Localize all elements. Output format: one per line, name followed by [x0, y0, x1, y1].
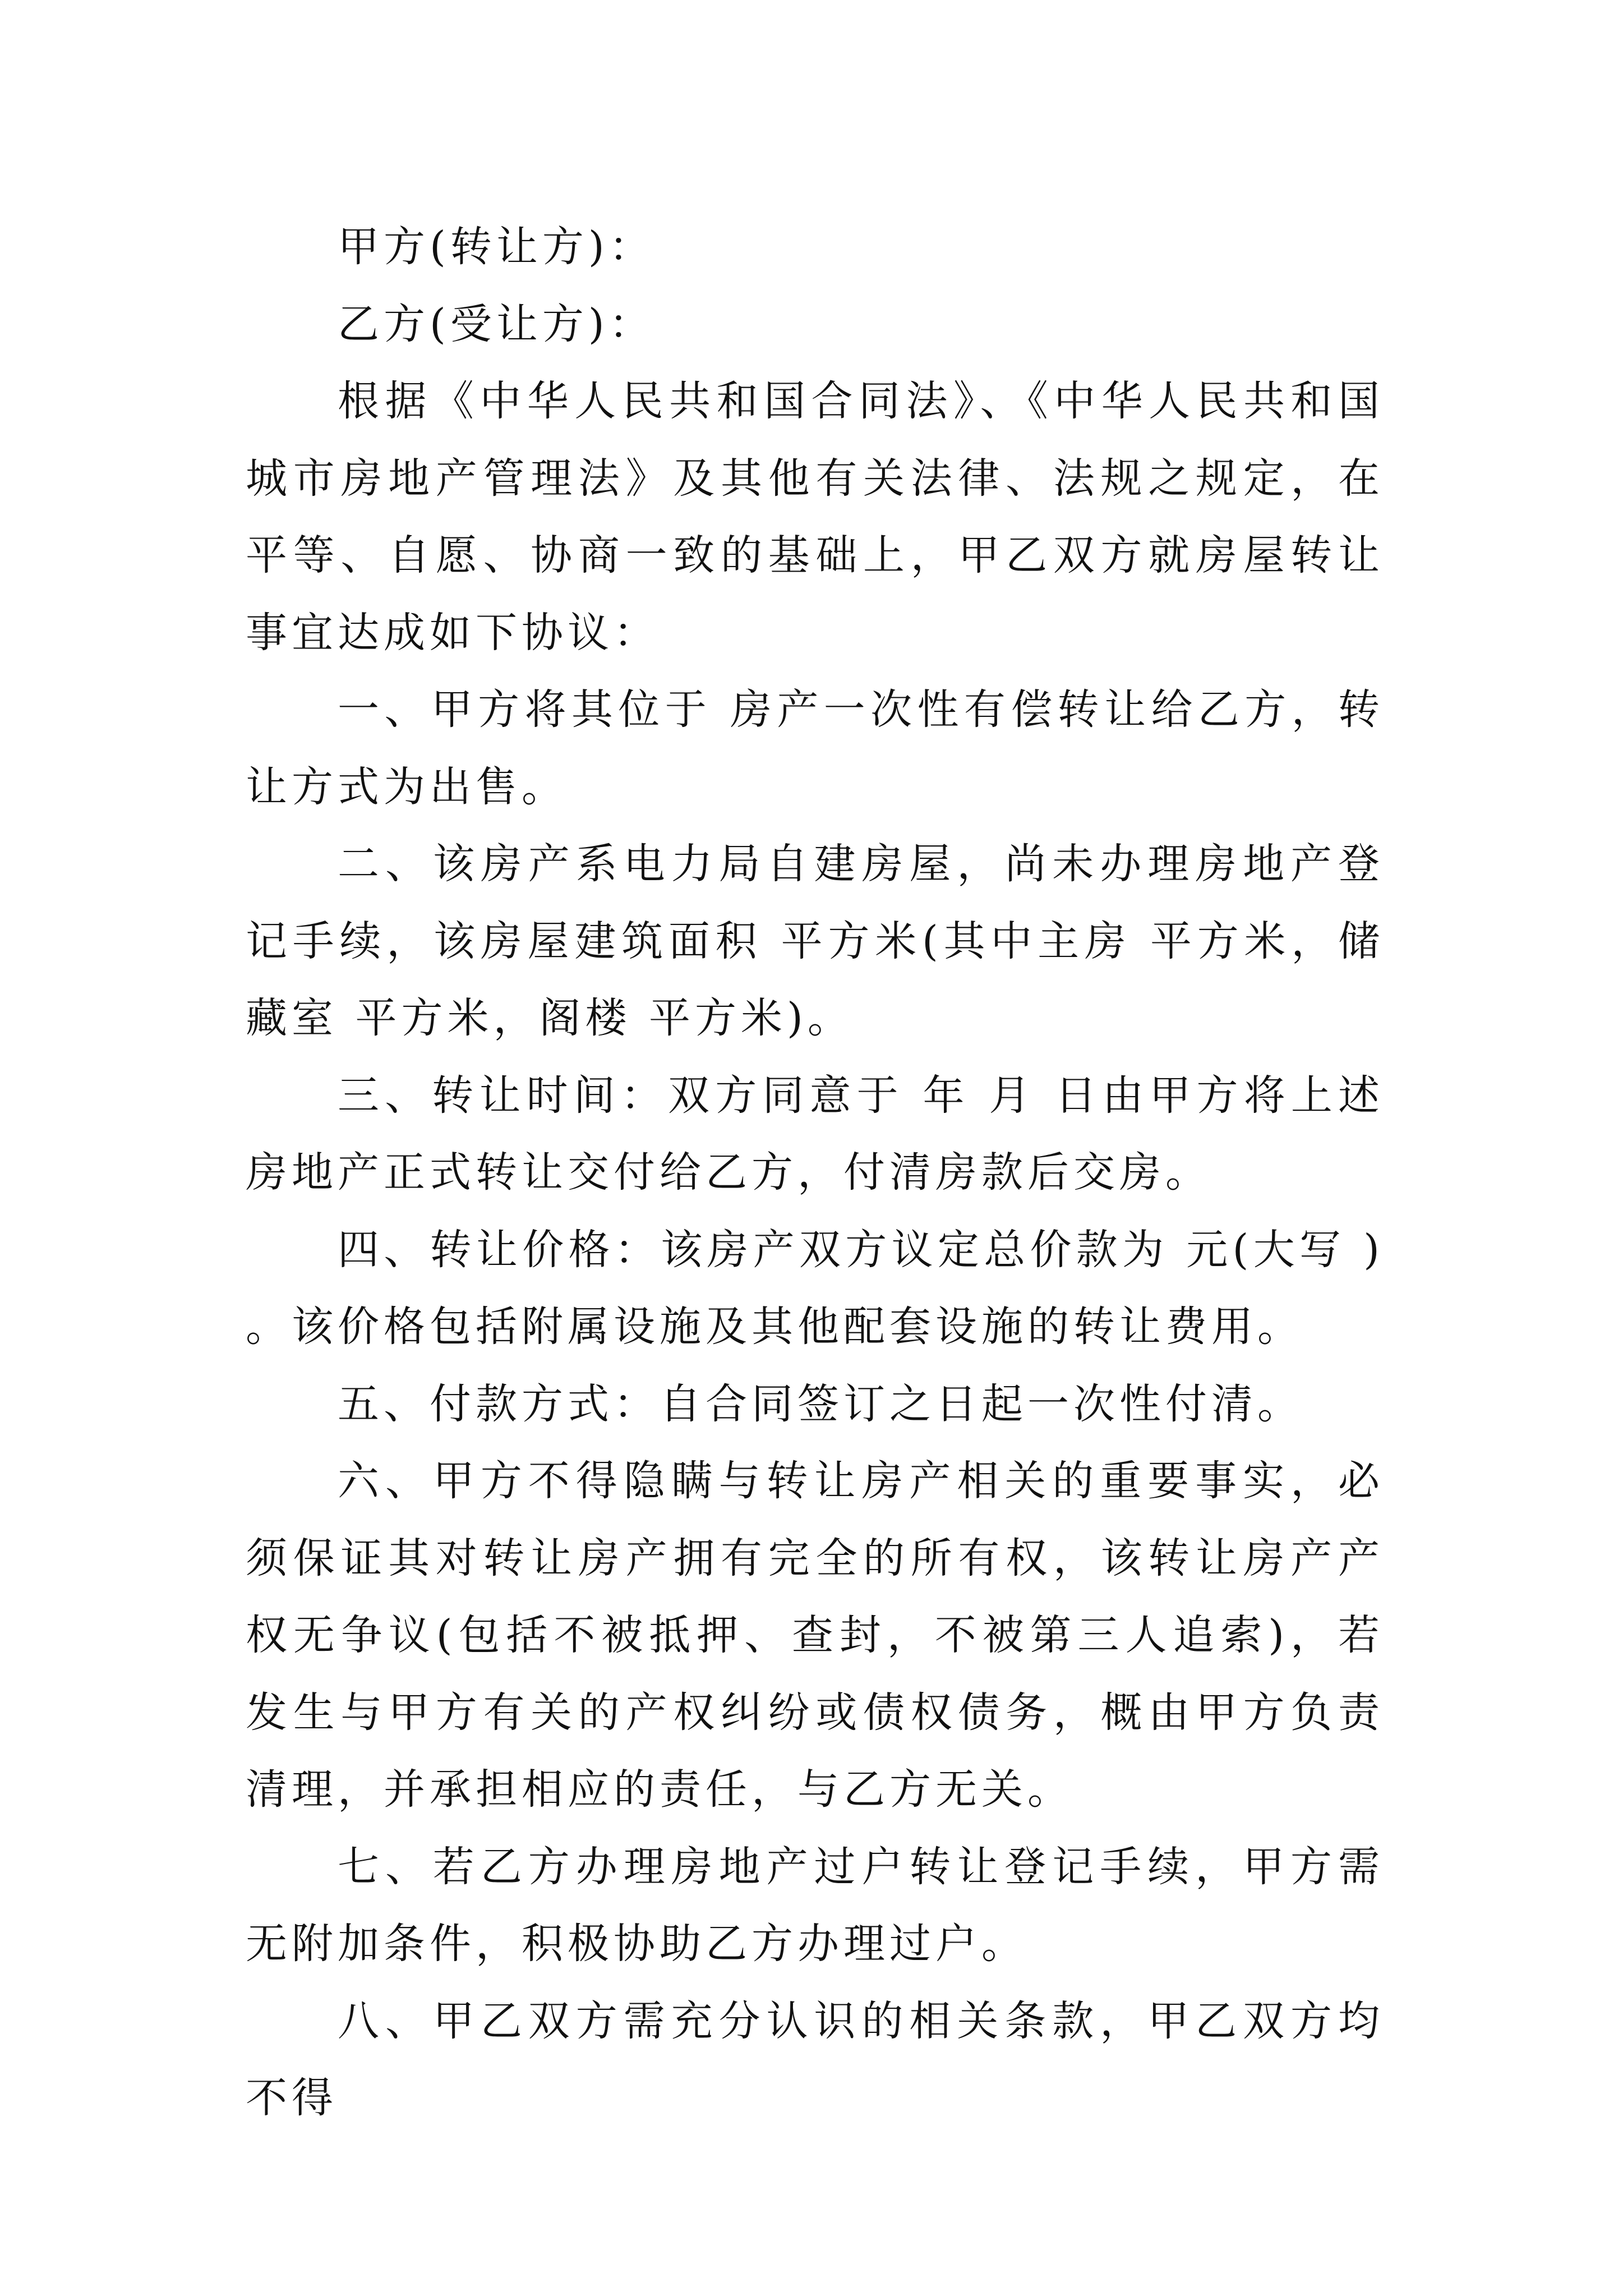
- clause-6: 六、甲方不得隐瞒与转让房产相关的重要事实，必须保证其对转让房产拥有完全的所有权，该转让房产产权无争议(包括不被抵押、查封，不被第三人追索)，若发生与甲方有关的产权纠纷或债权债务，概由甲方负责清理，并承担相应的责任，与乙方无关。: [246, 1457, 1384, 1814]
- party-a-line: 甲方(转让方)：: [338, 223, 655, 271]
- party-b-line: 乙方(受让方)：: [338, 300, 655, 348]
- clause-3: 三、转让时间：双方同意于 年 月 日由甲方将上述房地产正式转让交付给乙方，付清房款后交房。: [246, 1071, 1384, 1197]
- clause-4: 四、转让价格：该房产双方议定总价款为 元(大写 ) 。该价格包括附属设施及其他配套设施的转让费用。: [246, 1225, 1384, 1351]
- preamble-paragraph: 根据《中华人民共和国合同法》、《中华人民共和国城市房地产管理法》及其他有关法律、法规之规定，在平等、自愿、协商一致的基础上，甲乙双方就房屋转让事宜达成如下协议：: [246, 377, 1384, 657]
- clause-1: 一、甲方将其位于 房产一次性有偿转让给乙方，转让方式为出售。: [246, 685, 1384, 811]
- clause-8: 八、甲乙双方需充分认识的相关条款，甲乙双方均不得: [246, 1996, 1384, 2122]
- clause-5: 五、付款方式：自合同签订之日起一次性付清。: [338, 1379, 1303, 1428]
- clause-7: 七、若乙方办理房地产过户转让登记手续，甲方需无附加条件，积极协助乙方办理过户。: [246, 1842, 1384, 1968]
- clause-2: 二、该房产系电力局自建房屋，尚未办理房地产登记手续，该房屋建筑面积 平方米(其中主房 平方米，储藏室 平方米，阁楼 平方米)。: [246, 840, 1384, 1042]
- document-body: [246, 209, 1384, 2137]
